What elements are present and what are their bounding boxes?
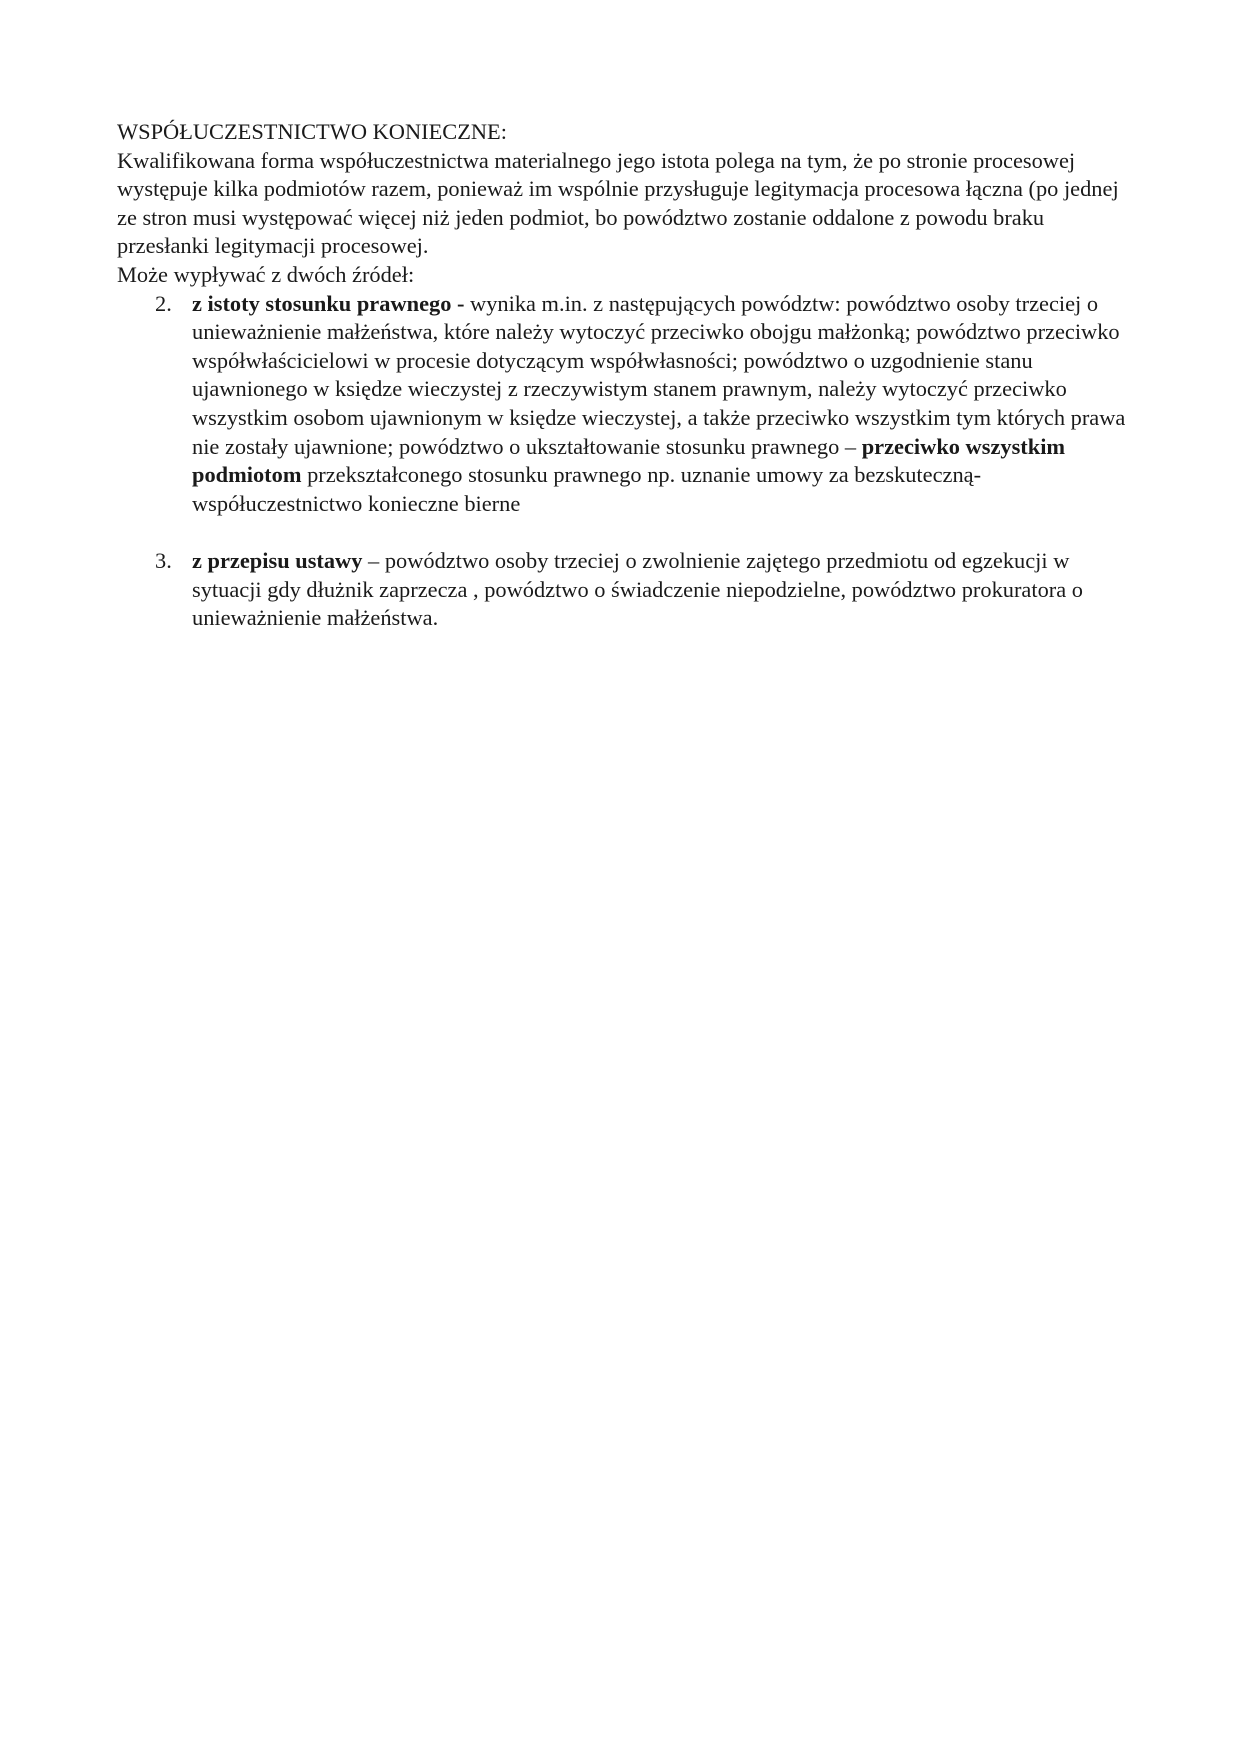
list-item-text: – powództwo osoby trzeciej o zwolnienie zajętego przedmiotu od egzekucji w sytuacji gdy dłużnik zaprzecza , powództwo o świadczenie niepodzielne, powództwo prokuratora o unieważnienie małżeństwa. bbox=[192, 547, 1083, 631]
list-item bbox=[117, 290, 1127, 519]
intro-paragraph: Kwalifikowana forma współuczestnictwa materialnego jego istota polega na tym, że po stronie procesowej występuje kilka podmiotów razem, ponieważ im wspólnie przysługuje legitymacja procesowa łączna (po jednej ze stron musi występować więcej niż jeden podmiot, bo powództwo zostanie oddalone z powodu braku przesłanki legitymacji procesowej. bbox=[117, 147, 1119, 259]
list-item-number: 3. bbox=[155, 547, 172, 573]
document-page bbox=[117, 118, 1127, 633]
list-item-term: z przepisu ustawy bbox=[192, 547, 363, 573]
list-item-emphasis: przeciwko wszystkim podmiotom bbox=[192, 433, 1066, 488]
list-item-term: z istoty stosunku prawnego - bbox=[192, 290, 471, 316]
list-item-text-continued: przekształconego stosunku prawnego np. uznanie umowy za bezskuteczną- współuczestnictwo konieczne bierne bbox=[192, 462, 982, 516]
document-heading: WSPÓŁUCZESTNICTWO KONIECZNE: bbox=[117, 119, 507, 144]
sources-intro: Może wypływać z dwóch źródeł: bbox=[117, 261, 415, 287]
sources-list bbox=[117, 290, 1127, 633]
list-item-text: wynika m.in. z następujących powództw: powództwo osoby trzeciej o unieważnienie małżeństwa, które należy wytoczyć przeciwko obojgu małżonką; powództwo przeciwko współwłaścicielowi w procesie dotyczącym współwłasności; powództwo o uzgodnienie stanu ujawnionego w księdze wieczystej z rzeczywistym stanem prawnym, należy wytoczyć przeciwko wszystkim osobom ujawnionym w księdze wieczystej, a także przeciwko wszystkim tym których prawa nie zostały ujawnione; powództwo o ukształtowanie stosunku prawnego – bbox=[192, 290, 1126, 459]
list-item-number: 2. bbox=[155, 290, 172, 316]
list-item bbox=[117, 547, 1127, 633]
